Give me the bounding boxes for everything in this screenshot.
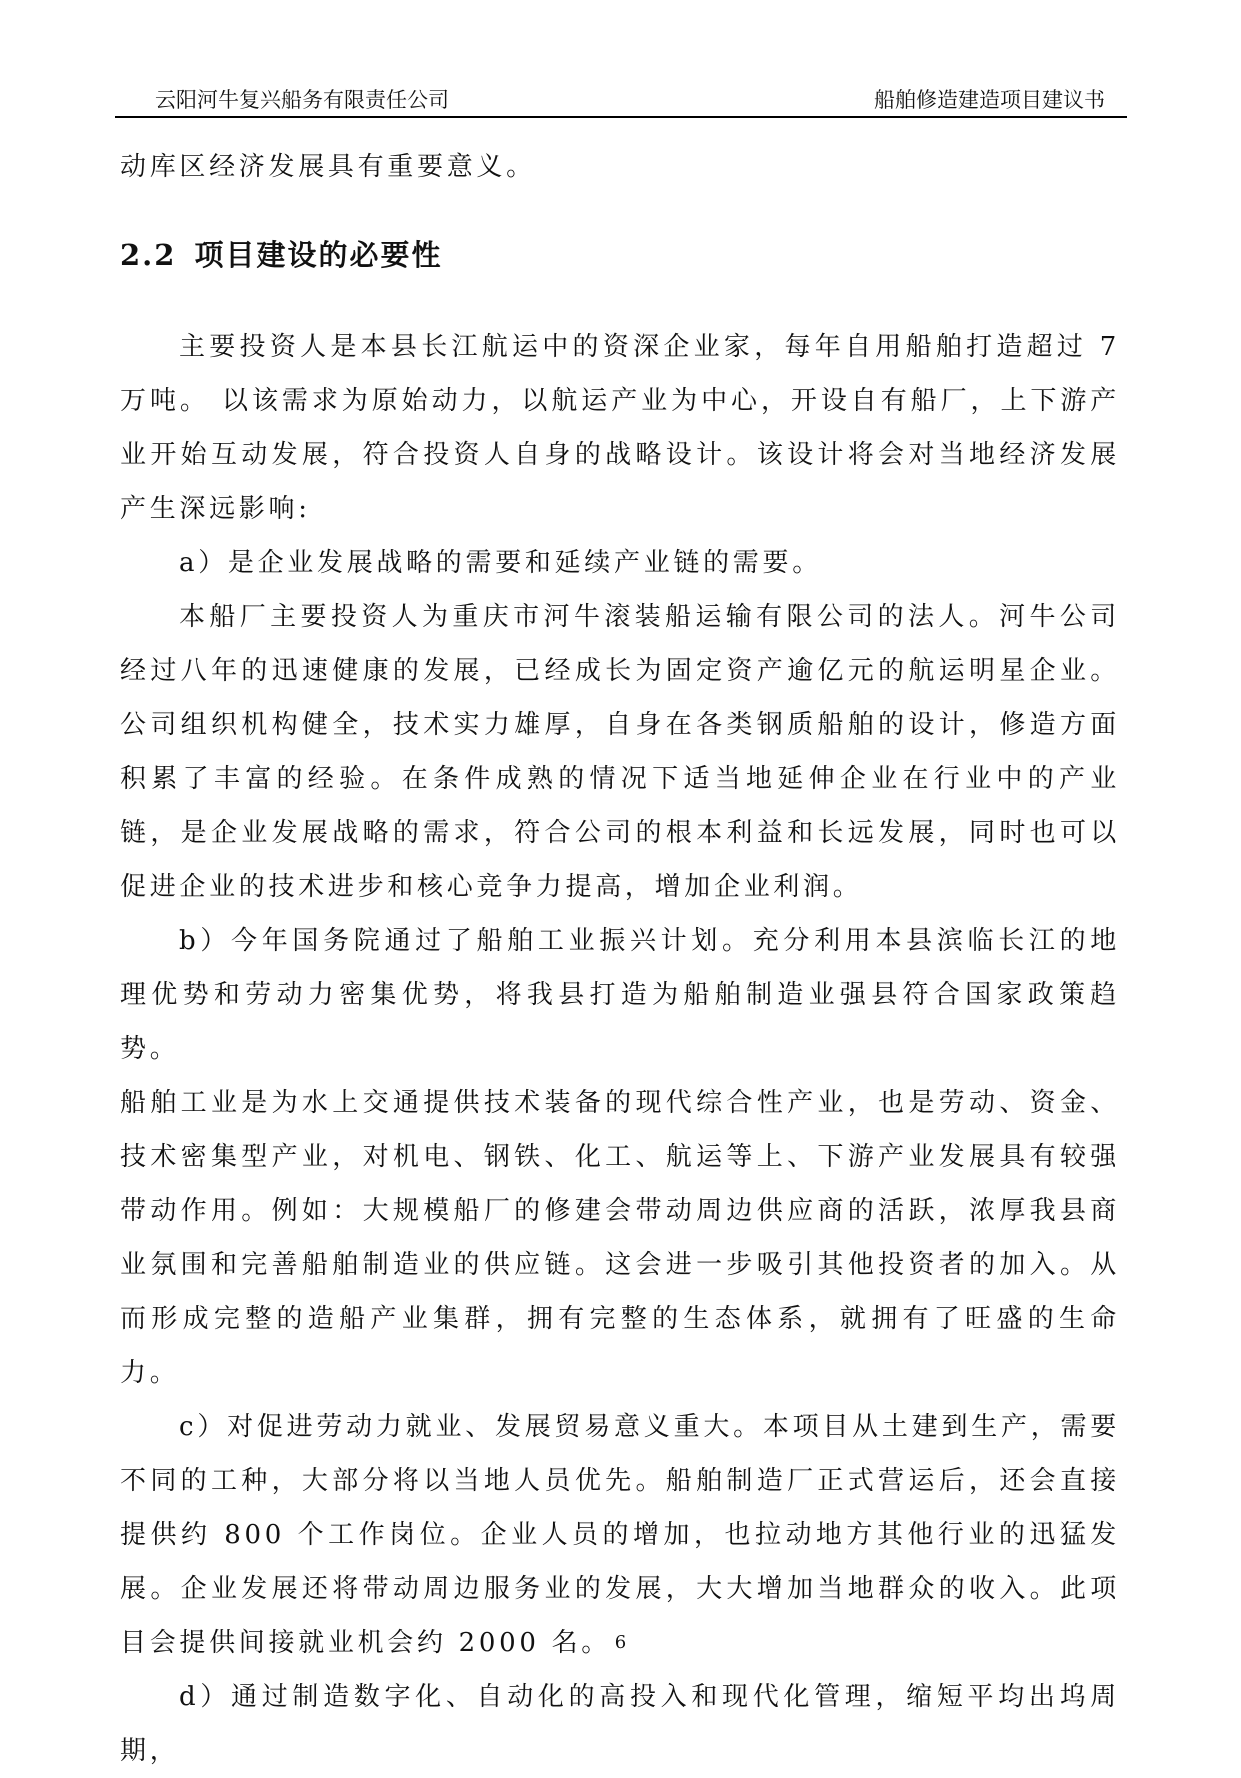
item-c: c）对促进劳动力就业、发展贸易意义重大。本项目从土建到生产，需要不同的工种，大部分将以当地人员优先。船舶制造厂正式营运后，还会直接提供约 800 个工作岗位。企业人员的增加，也拉动地方其他行业的迅猛发展。企业发展还将带动周边服务业的发展，大大增加当地群众的收入。此项目会提供间接就业机会约 2000 名。	[120, 1412, 1120, 1658]
paragraph-intro: 主要投资人是本县长江航运中的资深企业家，每年自用船舶打造超过 7 万吨。 以该需求为原始动力，以航运产业为中心，开设自有船厂，上下游产业开始互动发展，符合投资人自身的战略设计。该设计将会对当地经济发展产生深远影响:	[120, 332, 1120, 524]
section-heading	[120, 228, 1120, 282]
header-doc-title: 船舶修造建造项目建议书	[874, 88, 1105, 112]
header-company: 云阳河牛复兴船务有限责任公司	[155, 88, 449, 112]
paragraph-continuation: 动库区经济发展具有重要意义。	[120, 152, 536, 182]
section-number: 2.2	[120, 238, 177, 272]
item-b-body: 船舶工业是为水上交通提供技术装备的现代综合性产业，也是劳动、资金、技术密集型产业，对机电、钢铁、化工、航运等上、下游产业发展具有较强带动作用。例如：大规模船厂的修建会带动周边供应商的活跃，浓厚我县商业氛围和完善船舶制造业的供应链。这会进一步吸引其他投资者的加入。从而形成完整的造船产业集群，拥有完整的生态体系，就拥有了旺盛的生命力。	[120, 1088, 1120, 1388]
item-b-heading: b）今年国务院通过了船舶工业振兴计划。充分利用本县滨临长江的地理优势和劳动力密集优势，将我县打造为船舶制造业强县符合国家政策趋势。	[120, 926, 1120, 1064]
page-header	[115, 84, 1127, 118]
page-body	[120, 140, 1120, 1778]
item-a-heading: a）是企业发展战略的需要和延续产业链的需要。	[179, 548, 822, 578]
page-number: 6	[614, 1632, 627, 1653]
item-a-body: 本船厂主要投资人为重庆市河牛滚装船运输有限公司的法人。河牛公司经过八年的迅速健康的发展，已经成长为固定资产逾亿元的航运明星企业。公司组织机构健全，技术实力雄厚，自身在各类钢质船舶的设计，修造方面积累了丰富的经验。在条件成熟的情况下适当地延伸企业在行业中的产业链，是企业发展战略的需求，符合公司的根本利益和长远发展，同时也可以促进企业的技术进步和核心竞争力提高，增加企业利润。	[120, 602, 1120, 902]
section-title: 项目建设的必要性	[194, 238, 443, 272]
item-d: d）通过制造数字化、自动化的高投入和现代化管理，缩短平均出坞周期，	[120, 1682, 1120, 1766]
